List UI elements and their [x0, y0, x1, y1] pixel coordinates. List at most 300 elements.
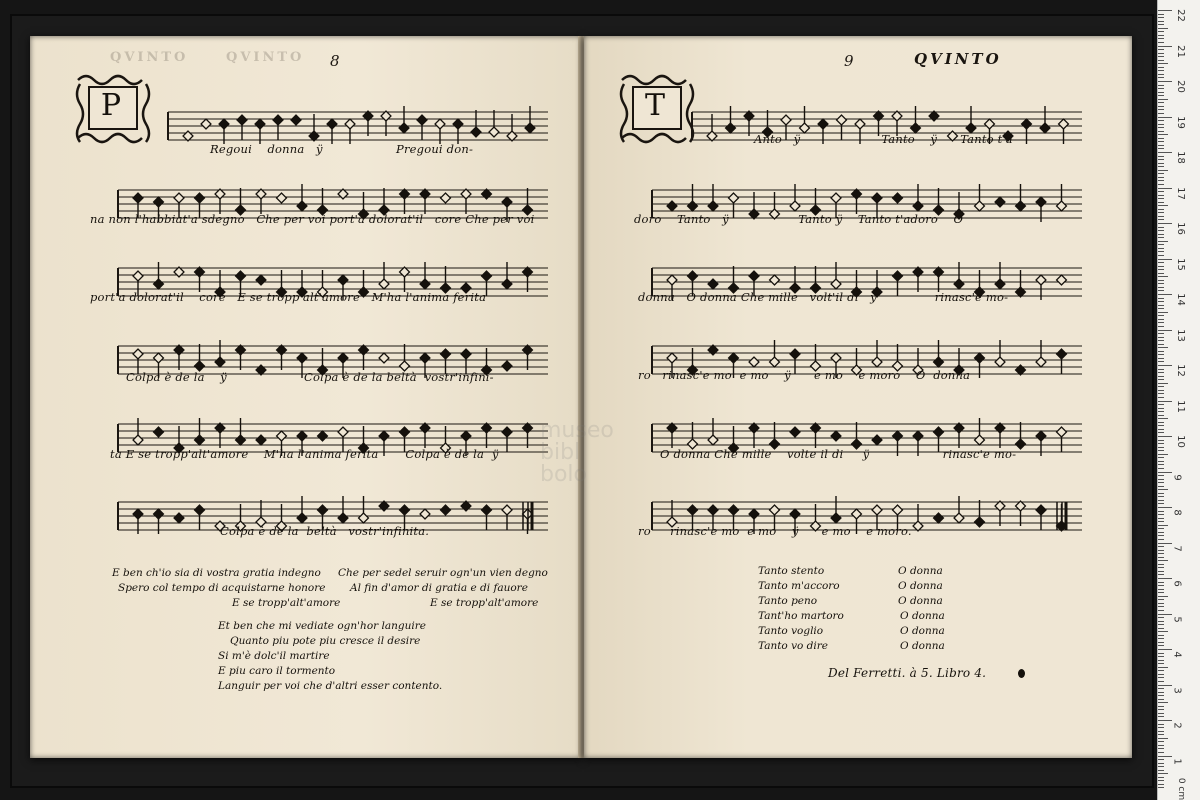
ruler-tick	[1158, 695, 1164, 696]
note-head-icon	[471, 127, 481, 137]
refrain-row: Tanto m'accoro O donna	[758, 580, 943, 592]
ruler-tick	[1158, 340, 1164, 341]
ruler-tick	[1158, 535, 1164, 536]
ruler-tick	[1158, 489, 1168, 490]
ruler-tick	[1158, 457, 1164, 458]
ruler-tick	[1158, 241, 1168, 242]
lyric-line-1: Regoui donna ÿ Pregoui don-	[210, 142, 474, 156]
ruler-tick	[1158, 21, 1164, 22]
note-head-icon	[256, 275, 266, 285]
ruler-tick	[1158, 766, 1164, 767]
ruler-unit: 0 cm	[1176, 777, 1187, 800]
ruler-tick	[1158, 358, 1164, 359]
ruler-tick	[1158, 386, 1164, 387]
note-head-icon	[790, 427, 800, 437]
note-head-icon	[995, 197, 1005, 207]
ruler-tick	[1158, 88, 1164, 89]
ruler-tick	[1158, 351, 1164, 352]
note-head-icon	[770, 505, 780, 515]
show-through-text: QVINTO QVINTO	[110, 50, 305, 65]
ruler-tick	[1158, 308, 1164, 309]
ruler-tick	[1158, 713, 1164, 714]
ruler-number: 4	[1171, 651, 1183, 658]
note-head-icon	[954, 279, 964, 289]
ruler-tick	[1158, 35, 1164, 36]
ruler-tick	[1158, 305, 1164, 306]
note-head-icon	[195, 193, 205, 203]
ruler-tick	[1158, 440, 1164, 441]
note-head-icon	[1057, 427, 1067, 437]
ruler-tick	[1158, 571, 1164, 572]
note-head-icon	[872, 435, 882, 445]
note-head-icon	[1036, 431, 1046, 441]
note-head-icon	[726, 123, 736, 133]
ruler-tick	[1158, 756, 1172, 757]
note-head-icon	[831, 431, 841, 441]
ruler-tick	[1158, 603, 1164, 604]
ruler-tick	[1158, 447, 1164, 448]
ruler-tick	[1158, 312, 1168, 313]
note-head-icon	[154, 353, 164, 363]
running-title: QVINTO	[914, 50, 1002, 68]
ruler-tick	[1158, 248, 1164, 249]
ruler-number: 19	[1174, 115, 1186, 129]
note-head-icon	[831, 513, 841, 523]
ruler-tick	[1158, 425, 1164, 426]
note-head-icon	[133, 509, 143, 519]
ruler-tick	[1158, 780, 1164, 781]
ruler-tick	[1158, 741, 1164, 742]
lyric-line-6: ro rinasc'e mo e mo ÿ e mo e moro.	[638, 524, 912, 538]
ruler-tick	[1158, 525, 1168, 526]
note-head-icon	[133, 435, 143, 445]
note-head-icon	[420, 509, 430, 519]
ruler-number: 13	[1174, 328, 1186, 342]
note-head-icon	[855, 119, 865, 129]
ruler-tick	[1158, 390, 1164, 391]
ruler-tick	[1158, 422, 1164, 423]
note-head-icon	[195, 505, 205, 515]
ruler-number: 6	[1171, 580, 1183, 587]
note-head-icon	[893, 505, 903, 515]
ruler-tick	[1158, 589, 1164, 590]
stanza-left-column: E ben ch'io sia di vostra gratia indegno Spero col tempo di acquistarne honore E se tropp'alt'amore	[112, 567, 341, 609]
note-head-icon	[1036, 505, 1046, 515]
note-head-icon	[872, 505, 882, 515]
ruler-tick	[1158, 706, 1164, 707]
ruler-tick	[1158, 393, 1164, 394]
refrain-row: Tanto vo dire O donna	[758, 640, 945, 652]
note-head-icon	[688, 201, 698, 211]
lyric-line-5: O donna Che mille volte il di ÿ rinasc'e mo-	[660, 447, 1017, 461]
lyric-line-3: port'a dolorat'il core E se tropp'alt'amore M'ha l'anima ferita	[90, 290, 487, 304]
ruler-tick	[1158, 685, 1172, 686]
ruler-tick	[1158, 170, 1168, 171]
ruler-tick	[1158, 429, 1164, 430]
ruler-tick	[1158, 443, 1164, 444]
ruler-tick	[1158, 528, 1164, 529]
ruler-tick	[1158, 461, 1164, 462]
note-head-icon	[215, 357, 225, 367]
note-head-icon	[770, 357, 780, 367]
ruler-tick	[1158, 109, 1164, 110]
initial-letter: T	[644, 88, 665, 123]
ruler-tick	[1158, 188, 1172, 189]
ruler-tick	[1158, 638, 1164, 639]
ruler-tick	[1158, 557, 1164, 558]
ruler-tick	[1158, 582, 1164, 583]
ruler-tick	[1158, 77, 1164, 78]
note-head-icon	[195, 435, 205, 445]
ruler-tick	[1158, 503, 1164, 504]
ruler-tick	[1158, 315, 1164, 316]
ruler-number: 12	[1174, 364, 1186, 377]
ruler-tick	[1158, 578, 1172, 579]
ruler-tick	[1158, 642, 1164, 643]
note-head-icon	[379, 431, 389, 441]
ruler-tick	[1158, 454, 1168, 455]
ruler-tick	[1158, 543, 1172, 544]
note-head-icon	[790, 201, 800, 211]
ruler-tick	[1158, 333, 1164, 334]
note-head-icon	[995, 357, 1005, 367]
note-head-icon	[154, 509, 164, 519]
note-head-icon	[934, 357, 944, 367]
note-head-icon	[749, 271, 759, 281]
ruler-tick	[1158, 716, 1164, 717]
note-head-icon	[934, 427, 944, 437]
ruler-tick	[1158, 283, 1164, 284]
ruler-tick	[1158, 369, 1164, 370]
ruler-tick	[1158, 205, 1168, 206]
note-head-icon	[1016, 201, 1026, 211]
ruler-number: 1	[1171, 757, 1183, 765]
ruler-tick	[1158, 493, 1164, 494]
ruler-tick	[1158, 163, 1164, 164]
ruler-tick	[1158, 216, 1164, 217]
note-head-icon	[975, 201, 985, 211]
ruler-tick	[1158, 748, 1164, 749]
ruler-tick	[1158, 674, 1164, 675]
ruler-tick	[1158, 361, 1164, 362]
ruler-tick	[1158, 259, 1172, 260]
note-head-icon	[277, 193, 287, 203]
stanza-right-column: Che per sedel seruir ogn'un vien degno Al fin d'amor di gratia e di fauore E se tropp'alt'amore	[338, 567, 548, 609]
ruler-number: 7	[1171, 544, 1183, 552]
ruler-tick	[1158, 102, 1164, 103]
ruler-tick	[1158, 709, 1164, 710]
ruler-tick	[1158, 738, 1168, 739]
ruler-tick	[1158, 596, 1168, 597]
note-head-icon	[277, 431, 287, 441]
ruler-tick	[1158, 464, 1164, 465]
right-music-staves	[622, 80, 1092, 540]
ruler-tick	[1158, 468, 1164, 469]
ruler-tick	[1158, 290, 1164, 291]
ruler-number: 18	[1174, 151, 1186, 164]
ruler-tick	[1158, 337, 1164, 338]
note-head-icon	[1036, 357, 1046, 367]
ruler-tick	[1158, 784, 1164, 785]
ruler-tick	[1158, 17, 1164, 18]
ruler-tick	[1158, 752, 1164, 753]
note-head-icon	[729, 353, 739, 363]
ruler-number: 15	[1174, 257, 1186, 271]
ruler-tick	[1158, 550, 1164, 551]
note-head-icon	[954, 513, 964, 523]
note-head-icon	[435, 119, 445, 129]
ruler-tick	[1158, 31, 1164, 32]
ruler-tick	[1158, 514, 1164, 515]
lyric-line-4: ro rinasc'e mo e mo ÿ e mo e moro O donna	[638, 368, 971, 382]
ruler-tick	[1158, 287, 1164, 288]
note-head-icon	[461, 349, 471, 359]
ruler-tick	[1158, 298, 1164, 299]
ruler-tick	[1158, 731, 1164, 732]
note-head-icon	[749, 357, 759, 367]
ruler-tick	[1158, 653, 1164, 654]
attribution: Del Ferretti. à 5. Libro 4.	[828, 666, 987, 680]
ruler-tick	[1158, 38, 1164, 39]
ruler-tick	[1158, 152, 1172, 153]
museum-watermark: museo bibl bolo	[540, 418, 614, 487]
note-head-icon	[818, 119, 828, 129]
ruler-tick	[1158, 585, 1164, 586]
ruler-tick	[1158, 486, 1164, 487]
ruler-tick	[1158, 106, 1164, 107]
ruler-tick	[1158, 177, 1164, 178]
ruler-tick	[1158, 74, 1164, 75]
note-head-icon	[975, 353, 985, 363]
ruler-tick	[1158, 330, 1172, 331]
ruler-tick	[1158, 266, 1164, 267]
note-head-icon	[985, 119, 995, 129]
ruler-tick	[1158, 230, 1164, 231]
ruler-number: 8	[1171, 509, 1183, 516]
ruler-tick	[1158, 472, 1172, 473]
ruler-tick	[1158, 28, 1168, 29]
note-head-icon	[400, 505, 410, 515]
ruler-tick	[1158, 759, 1164, 760]
ruler-tick	[1158, 574, 1164, 575]
ruler-tick	[1158, 411, 1164, 412]
ruler-tick	[1158, 567, 1164, 568]
ruler-tick	[1158, 273, 1164, 274]
note-head-icon	[872, 193, 882, 203]
note-head-icon	[893, 193, 903, 203]
ruler-tick	[1158, 319, 1164, 320]
ruler-tick	[1158, 773, 1168, 774]
note-head-icon	[913, 201, 923, 211]
note-head-icon	[297, 353, 307, 363]
ruler-tick	[1158, 85, 1164, 86]
note-head-icon	[441, 349, 451, 359]
note-head-icon	[318, 505, 328, 515]
ruler-tick	[1158, 166, 1164, 167]
lyric-line-5: ta E se tropp'alt'amore M'ha l'anima ferita Colpa è de la ÿ	[110, 447, 499, 461]
ruler-tick	[1158, 727, 1164, 728]
ruler-tick	[1158, 134, 1168, 135]
note-head-icon	[256, 435, 266, 445]
ruler-tick	[1158, 667, 1168, 668]
note-head-icon	[482, 271, 492, 281]
ruler-tick	[1158, 432, 1164, 433]
lyric-line-3: donna O donna Che mille volt'il di ÿ rinasc'e mo-	[638, 290, 1009, 304]
ruler-tick	[1158, 269, 1164, 270]
ruler-tick	[1158, 521, 1164, 522]
ruler-tick	[1158, 635, 1164, 636]
ruler-tick	[1158, 63, 1168, 64]
ruler-tick	[1158, 56, 1164, 57]
ruler-tick	[1158, 209, 1164, 210]
note-head-icon	[502, 361, 512, 371]
ruler-tick	[1158, 237, 1164, 238]
ruler-tick	[1158, 234, 1164, 235]
lyric-line-2: doro Tanto ÿ Tanto ÿ Tanto t'adoro O	[634, 212, 964, 226]
ruler-tick	[1158, 145, 1164, 146]
stanza-bottom: Et ben che mi vediate ogn'hor languire Quanto piu pote piu cresce il desire Si m'è dolc'il martire E piu caro il tormento Languir per voi che d'altri esser contento.	[218, 620, 443, 692]
ruler-number: 2	[1171, 722, 1183, 729]
note-head-icon	[174, 193, 184, 203]
ruler-tick	[1158, 67, 1164, 68]
ruler-tick	[1158, 777, 1164, 778]
note-head-icon	[708, 505, 718, 515]
note-head-icon	[667, 353, 677, 363]
ruler-tick	[1158, 610, 1164, 611]
ruler-tick	[1158, 92, 1164, 93]
ruler-tick	[1158, 95, 1164, 96]
note-head-icon	[291, 115, 301, 125]
note-head-icon	[1057, 349, 1067, 359]
ruler-tick	[1158, 745, 1164, 746]
ruler-tick	[1158, 511, 1164, 512]
ruler-tick	[1158, 120, 1164, 121]
right-folio: 9	[844, 52, 854, 70]
ruler-tick	[1158, 46, 1172, 47]
ruler-tick	[1158, 53, 1164, 54]
ruler-tick	[1158, 649, 1172, 650]
left-folio: 8	[330, 52, 340, 70]
note-head-icon	[154, 197, 164, 207]
printer-mark-dot	[1018, 669, 1025, 678]
ruler-tick	[1158, 624, 1164, 625]
ruler-tick	[1158, 219, 1164, 220]
ruler-tick	[1158, 141, 1164, 142]
ruler-tick	[1158, 663, 1164, 664]
ruler-tick	[1158, 10, 1172, 11]
refrain-row: Tanto voglio O donna	[758, 625, 945, 637]
note-head-icon	[338, 353, 348, 363]
ruler-tick	[1158, 49, 1164, 50]
note-head-icon	[201, 119, 211, 129]
note-head-icon	[831, 279, 841, 289]
ruler-number: 9	[1171, 473, 1183, 481]
note-head-icon	[327, 119, 337, 129]
ruler-tick	[1158, 227, 1164, 228]
note-head-icon	[237, 115, 247, 125]
refrain-list	[758, 564, 945, 654]
ruler-tick	[1158, 159, 1164, 160]
ruler-tick	[1158, 688, 1164, 689]
ruler-tick	[1158, 415, 1164, 416]
ruler-tick	[1158, 70, 1164, 71]
ruler-number: 22	[1174, 9, 1186, 22]
refrain-row: Tanto peno O donna	[758, 595, 943, 607]
ruler-tick	[1158, 138, 1164, 139]
note-head-icon	[236, 435, 246, 445]
note-head-icon	[154, 427, 164, 437]
ruler-tick	[1158, 507, 1172, 508]
ruler-tick	[1158, 408, 1164, 409]
ruler-tick	[1158, 553, 1164, 554]
ruler-tick	[1158, 372, 1164, 373]
ruler-tick	[1158, 724, 1164, 725]
ruler-tick	[1158, 223, 1172, 224]
ruler-tick	[1158, 156, 1164, 157]
ruler-tick	[1158, 628, 1164, 629]
note-head-icon	[273, 115, 283, 125]
right-page	[584, 36, 1132, 758]
note-head-icon	[417, 115, 427, 125]
ruler-tick	[1158, 450, 1164, 451]
note-head-icon	[934, 513, 944, 523]
ruler-tick	[1158, 347, 1168, 348]
ruler-tick	[1158, 14, 1164, 15]
ruler-number: 14	[1174, 293, 1186, 306]
ruler-tick	[1158, 81, 1172, 82]
note-head-icon	[893, 431, 903, 441]
ruler-tick	[1158, 344, 1164, 345]
lyric-line-2: na non l'habbiat'a sdegno Che per voi port'a dolorat'il core Che per voi	[90, 212, 535, 226]
note-head-icon	[852, 509, 862, 519]
note-head-icon	[441, 505, 451, 515]
ruler-tick	[1158, 599, 1164, 600]
note-head-icon	[790, 509, 800, 519]
ruler-tick	[1158, 518, 1164, 519]
note-head-icon	[379, 279, 389, 289]
ruler-tick	[1158, 482, 1164, 483]
ruler-tick	[1158, 787, 1164, 788]
initial-letter: P	[100, 88, 122, 123]
ruler-tick	[1158, 770, 1164, 771]
note-head-icon	[297, 513, 307, 523]
note-head-icon	[975, 517, 985, 527]
ruler-number: 20	[1174, 80, 1186, 93]
ruler-tick	[1158, 621, 1164, 622]
note-head-icon	[1016, 439, 1026, 449]
ruler-tick	[1158, 532, 1164, 533]
note-head-icon	[318, 431, 328, 441]
measuring-ruler	[1157, 0, 1200, 800]
ruler-tick	[1158, 702, 1168, 703]
ruler-number: 10	[1174, 435, 1186, 448]
ruler-tick	[1158, 379, 1164, 380]
note-head-icon	[420, 279, 430, 289]
note-head-icon	[1057, 275, 1067, 285]
ruler-tick	[1158, 660, 1164, 661]
ruler-tick	[1158, 404, 1164, 405]
ruler-tick	[1158, 418, 1168, 419]
ruler-tick	[1158, 617, 1164, 618]
note-head-icon	[502, 197, 512, 207]
note-head-icon	[770, 275, 780, 285]
ruler-tick	[1158, 124, 1164, 125]
ruler-number: 16	[1174, 222, 1186, 235]
ruler-tick	[1158, 631, 1168, 632]
note-head-icon	[975, 435, 985, 445]
note-head-icon	[1057, 201, 1067, 211]
note-head-icon	[338, 427, 348, 437]
